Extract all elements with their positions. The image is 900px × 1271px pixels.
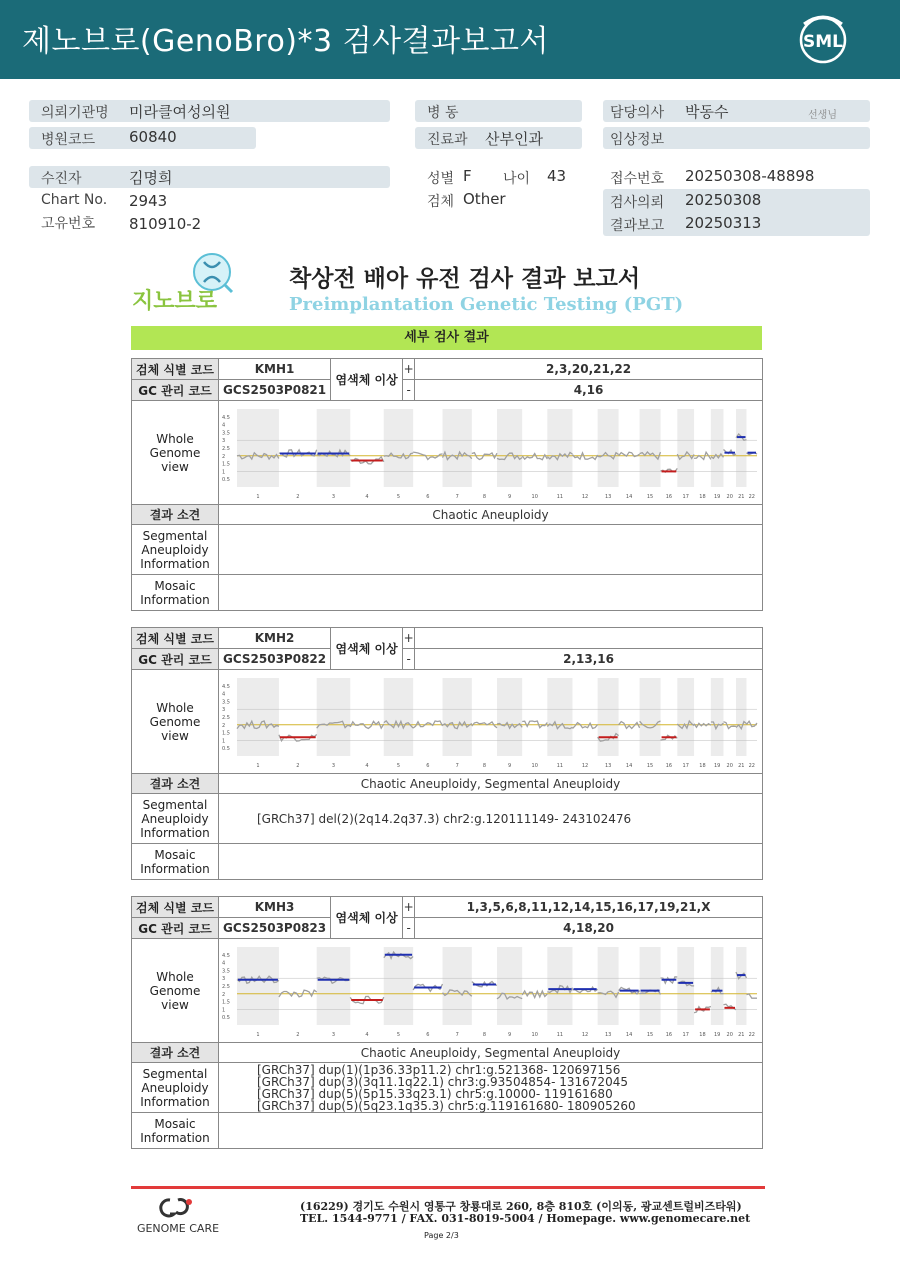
age-label: 나이: [503, 171, 531, 187]
segmental-line: [GRCh37] del(2)(2q14.2q37.3) chr2:g.120111149- 243102476: [257, 811, 632, 826]
y-tick-label: 4: [222, 960, 226, 967]
y-tick-label: 2: [222, 991, 226, 998]
department-value: 산부인과: [485, 130, 543, 148]
chromosome-band: [547, 678, 572, 756]
gc-code-value: GCS2503P0823: [219, 918, 331, 939]
x-tick-label: 12: [581, 1032, 589, 1038]
chromosome-band: [640, 947, 661, 1025]
x-tick-label: 10: [531, 763, 538, 769]
request-value: 20250308: [685, 191, 762, 209]
chromosome-band: [237, 409, 279, 487]
y-tick-label: 0.5: [222, 1015, 230, 1022]
x-tick-label: 19: [713, 1032, 721, 1038]
svg-text:SML: SML: [803, 32, 843, 52]
sample-id-label: 검체 식별 코드: [132, 628, 219, 649]
chromosome-band: [547, 409, 572, 487]
segmental-value: [219, 794, 763, 844]
loss-sign: -: [403, 649, 415, 670]
gain-sign: +: [403, 359, 415, 380]
mosaic-label: Mosaic Information: [132, 844, 219, 880]
y-tick-label: 3.5: [222, 430, 230, 437]
x-tick-label: 18: [699, 1032, 706, 1038]
report-subtitle: Preimplantation Genetic Testing (PGT): [289, 294, 684, 315]
x-tick-label: 14: [625, 494, 633, 500]
segmental-line: [GRCh37] dup(1)(1p36.33p11.2) chr1:g.521368- 120697156: [257, 1062, 621, 1077]
genome-care-logo: [128, 1194, 228, 1240]
y-tick-label: 1.5: [222, 999, 230, 1006]
x-tick-label: 7: [455, 494, 459, 500]
x-tick-label: 10: [531, 1032, 538, 1038]
sex-label: 성별: [427, 171, 455, 187]
header-bar: [0, 0, 900, 79]
report-title: 제노브로(GenoBro)*3 검사결과보고서: [22, 24, 549, 59]
chromosome-band: [442, 947, 471, 1025]
x-tick-label: 9: [507, 1032, 512, 1038]
y-tick-label: 0.5: [222, 477, 230, 484]
sample-id-value: KMH1: [219, 359, 331, 380]
doctor-label: 담당의사: [610, 105, 665, 121]
x-tick-label: 14: [625, 1032, 633, 1038]
chromosome-band: [736, 678, 746, 756]
x-tick-label: 18: [699, 763, 706, 769]
abnormality-label: 염색체 이상: [331, 359, 403, 401]
gain-value: 1,3,5,6,8,11,12,14,15,16,17,19,21,X: [415, 897, 763, 918]
genome-plot: [219, 670, 761, 770]
y-tick-label: 3: [222, 976, 226, 983]
sample-id-label: 검체 식별 코드: [132, 897, 219, 918]
segmental-label: Segmental Aneuploidy Information: [132, 794, 219, 844]
x-tick-label: 2: [296, 763, 300, 769]
findings-value: Chaotic Aneuploidy, Segmental Aneuploidy: [219, 774, 763, 794]
segmental-line: [GRCh37] dup(5)(5q23.1q35.3) chr5:g.119161680- 180905260: [257, 1098, 636, 1113]
x-tick-label: 3: [331, 1032, 336, 1038]
receipt-label: 접수번호: [610, 171, 665, 187]
specimen-value: Other: [463, 190, 506, 208]
gain-sign: +: [403, 628, 415, 649]
sample-id-value: KMH3: [219, 897, 331, 918]
signal-trace: [573, 723, 598, 729]
chromosome-band: [736, 947, 746, 1025]
y-tick-label: 4.5: [222, 952, 230, 959]
chromosome-band: [497, 409, 522, 487]
mosaic-label: Mosaic Information: [132, 1113, 219, 1149]
footer-contact: TEL. 1544-9771 / FAX. 031-8019-5004 / Homepage. www.genomecare.net: [300, 1212, 751, 1225]
chromosome-band: [237, 678, 279, 756]
x-tick-label: 4: [365, 1032, 369, 1038]
footer-divider: [131, 1186, 765, 1189]
findings-label: 결과 소견: [132, 1043, 219, 1063]
chromosome-band: [598, 947, 619, 1025]
x-tick-label: 19: [713, 494, 721, 500]
segmental-value: [219, 1063, 763, 1113]
gc-code-label: GC 관리 코드: [132, 918, 219, 939]
x-tick-label: 11: [556, 763, 564, 769]
y-tick-label: 4: [222, 422, 226, 429]
x-tick-label: 1: [256, 494, 260, 500]
chromosome-band: [317, 947, 351, 1025]
x-tick-label: 2: [296, 494, 300, 500]
y-tick-label: 3.5: [222, 699, 230, 706]
report-main-title: 착상전 배아 유전 검사 결과 보고서: [289, 266, 641, 292]
chromosome-band: [384, 678, 413, 756]
footer-address: (16229) 경기도 수원시 영통구 창룡대로 260, 8층 810호 (이의동, 광교센트럴비즈타워): [300, 1200, 742, 1213]
x-tick-label: 15: [646, 494, 654, 500]
loss-value: 4,18,20: [415, 918, 763, 939]
whole-genome-label: Whole Genome view: [132, 939, 219, 1043]
genobro-logo: [132, 250, 252, 316]
chromosome-band: [677, 409, 694, 487]
x-tick-label: 22: [748, 1032, 755, 1038]
signal-trace: [522, 454, 547, 460]
x-tick-label: 3: [331, 494, 336, 500]
segmental-value: [219, 525, 763, 575]
x-tick-label: 6: [426, 494, 430, 500]
y-tick-label: 2.5: [222, 984, 230, 990]
x-tick-label: 9: [507, 763, 512, 769]
x-tick-label: 22: [748, 763, 755, 769]
chromosome-band: [640, 409, 661, 487]
loss-value: 2,13,16: [415, 649, 763, 670]
genome-plot-cell: [219, 401, 763, 505]
segmental-line: [GRCh37] dup(5)(5p15.33q23.1) chr5:g.10000- 119161680: [257, 1086, 613, 1101]
y-tick-label: 0.5: [222, 746, 230, 753]
findings-value: Chaotic Aneuploidy: [219, 505, 763, 525]
x-tick-label: 11: [556, 1032, 564, 1038]
chromosome-band: [736, 409, 746, 487]
abnormality-label: 염색체 이상: [331, 897, 403, 939]
x-tick-label: 7: [455, 763, 459, 769]
chromosome-band: [711, 409, 724, 487]
x-tick-label: 13: [604, 494, 612, 500]
genome-plot-cell: [219, 939, 763, 1043]
request-label: 검사의뢰: [610, 195, 665, 211]
x-tick-label: 4: [365, 763, 369, 769]
mosaic-value: [219, 575, 763, 611]
ward-label: 병 동: [427, 105, 459, 121]
chromosome-band: [598, 678, 619, 756]
genome-plot: [219, 401, 761, 501]
chromosome-band: [317, 409, 351, 487]
chromosome-band: [711, 947, 724, 1025]
x-tick-label: 10: [531, 494, 538, 500]
id-label: 고유번호: [41, 216, 96, 232]
hospital-code-value: 60840: [129, 128, 177, 146]
x-tick-label: 13: [604, 763, 612, 769]
gc-code-value: GCS2503P0822: [219, 649, 331, 670]
report-date-label: 결과보고: [610, 218, 665, 234]
y-tick-label: 2: [222, 453, 226, 460]
segmental-line: [GRCh37] dup(3)(3q11.1q22.1) chr3:g.93504854- 131672045: [257, 1074, 628, 1089]
genome-plot: [219, 939, 761, 1039]
chromosome-band: [317, 678, 351, 756]
x-tick-label: 16: [665, 763, 673, 769]
whole-genome-label: Whole Genome view: [132, 670, 219, 774]
clinical-label: 임상정보: [610, 132, 665, 148]
gain-value: 2,3,20,21,22: [415, 359, 763, 380]
x-tick-label: 1: [256, 1032, 260, 1038]
sex-value: F: [463, 167, 472, 185]
y-tick-label: 2: [222, 722, 226, 729]
x-tick-label: 21: [738, 494, 745, 500]
chart-value: 2943: [129, 192, 168, 210]
x-tick-label: 17: [682, 763, 689, 769]
chromosome-band: [598, 409, 619, 487]
section-title: 세부 검사 결과: [131, 326, 762, 350]
x-tick-label: 8: [482, 1032, 487, 1038]
x-tick-label: 2: [296, 1032, 300, 1038]
y-tick-label: 2.5: [222, 446, 230, 452]
x-tick-label: 21: [738, 763, 745, 769]
age-value: 43: [547, 167, 567, 185]
x-tick-label: 3: [331, 763, 336, 769]
x-tick-label: 16: [665, 494, 673, 500]
x-tick-label: 13: [604, 1032, 612, 1038]
svg-text:GENOME CARE: GENOME CARE: [136, 1222, 220, 1235]
x-tick-label: 20: [726, 1032, 733, 1038]
svg-text:지노브로: 지노브로: [132, 289, 218, 314]
x-tick-label: 17: [682, 494, 689, 500]
chromosome-band: [442, 678, 471, 756]
findings-label: 결과 소견: [132, 505, 219, 525]
chromosome-band: [497, 947, 522, 1025]
x-tick-label: 7: [455, 1032, 459, 1038]
loss-sign: -: [403, 918, 415, 939]
sample-table-1: [131, 358, 763, 611]
segmental-label: Segmental Aneuploidy Information: [132, 525, 219, 575]
x-tick-label: 19: [713, 763, 721, 769]
x-tick-label: 8: [482, 494, 487, 500]
x-tick-label: 22: [748, 494, 755, 500]
x-tick-label: 20: [726, 763, 733, 769]
x-tick-label: 21: [738, 1032, 745, 1038]
signal-trace: [747, 994, 758, 998]
mosaic-label: Mosaic Information: [132, 575, 219, 611]
gc-code-value: GCS2503P0821: [219, 380, 331, 401]
sample-table-3: [131, 896, 763, 1149]
x-tick-label: 18: [699, 494, 706, 500]
x-tick-label: 8: [482, 763, 487, 769]
sample-id-label: 검체 식별 코드: [132, 359, 219, 380]
chromosome-band: [497, 678, 522, 756]
x-tick-label: 11: [556, 494, 564, 500]
mosaic-value: [219, 844, 763, 880]
patient-name: 김명희: [129, 169, 173, 187]
genome-plot-cell: [219, 670, 763, 774]
institution-value: 미라클여성의원: [129, 103, 231, 121]
chart-label: Chart No.: [41, 192, 108, 208]
chromosome-band: [384, 409, 413, 487]
abnormality-label: 염색체 이상: [331, 628, 403, 670]
gc-code-label: GC 관리 코드: [132, 380, 219, 401]
y-tick-label: 3: [222, 707, 226, 714]
institution-label: 의뢰기관명: [41, 105, 109, 121]
x-tick-label: 1: [256, 763, 260, 769]
gain-sign: +: [403, 897, 415, 918]
chromosome-band: [677, 678, 694, 756]
patient-label: 수진자: [41, 171, 82, 187]
x-tick-label: 6: [426, 1032, 430, 1038]
chromosome-band: [711, 678, 724, 756]
sample-id-value: KMH2: [219, 628, 331, 649]
x-tick-label: 17: [682, 1032, 689, 1038]
loss-value: 4,16: [415, 380, 763, 401]
hospital-code-label: 병원코드: [41, 132, 96, 148]
doctor-value: 박동수: [685, 103, 729, 121]
y-tick-label: 1.5: [222, 461, 230, 468]
y-tick-label: 1: [222, 1007, 226, 1014]
department-label: 진료과: [427, 132, 468, 148]
y-tick-label: 1: [222, 738, 226, 745]
y-tick-label: 2.5: [222, 715, 230, 721]
x-tick-label: 6: [426, 763, 430, 769]
y-tick-label: 4.5: [222, 414, 230, 421]
report-date-value: 20250313: [685, 214, 762, 232]
x-tick-label: 5: [396, 763, 401, 769]
page-number: Page 2/3: [424, 1231, 459, 1240]
chromosome-band: [640, 678, 661, 756]
x-tick-label: 12: [581, 494, 589, 500]
specimen-label: 검체: [427, 194, 455, 210]
x-tick-label: 20: [726, 494, 733, 500]
x-tick-label: 14: [625, 763, 633, 769]
id-value: 810910-2: [129, 215, 202, 233]
findings-value: Chaotic Aneuploidy, Segmental Aneuploidy: [219, 1043, 763, 1063]
gc-code-label: GC 관리 코드: [132, 649, 219, 670]
loss-sign: -: [403, 380, 415, 401]
mosaic-value: [219, 1113, 763, 1149]
x-tick-label: 15: [646, 763, 654, 769]
x-tick-label: 4: [365, 494, 369, 500]
x-tick-label: 5: [396, 494, 401, 500]
signal-trace: [747, 721, 758, 726]
x-tick-label: 9: [507, 494, 512, 500]
y-tick-label: 4: [222, 691, 226, 698]
sample-table-2: [131, 627, 763, 880]
y-tick-label: 4.5: [222, 683, 230, 690]
x-tick-label: 16: [665, 1032, 673, 1038]
gain-value: [415, 628, 763, 649]
y-tick-label: 1.5: [222, 730, 230, 737]
patient-row: [29, 166, 390, 188]
x-tick-label: 5: [396, 1032, 401, 1038]
x-tick-label: 15: [646, 1032, 654, 1038]
chromosome-band: [237, 947, 279, 1025]
segmental-label: Segmental Aneuploidy Information: [132, 1063, 219, 1113]
receipt-value: 20250308-48898: [685, 167, 815, 185]
y-tick-label: 1: [222, 469, 226, 476]
findings-label: 결과 소견: [132, 774, 219, 794]
doctor-suffix: 선생님: [808, 110, 837, 121]
sml-logo: [796, 14, 850, 64]
y-tick-label: 3: [222, 438, 226, 445]
y-tick-label: 3.5: [222, 968, 230, 975]
whole-genome-label: Whole Genome view: [132, 401, 219, 505]
chromosome-band: [442, 409, 471, 487]
x-tick-label: 12: [581, 763, 589, 769]
chromosome-band: [384, 947, 413, 1025]
